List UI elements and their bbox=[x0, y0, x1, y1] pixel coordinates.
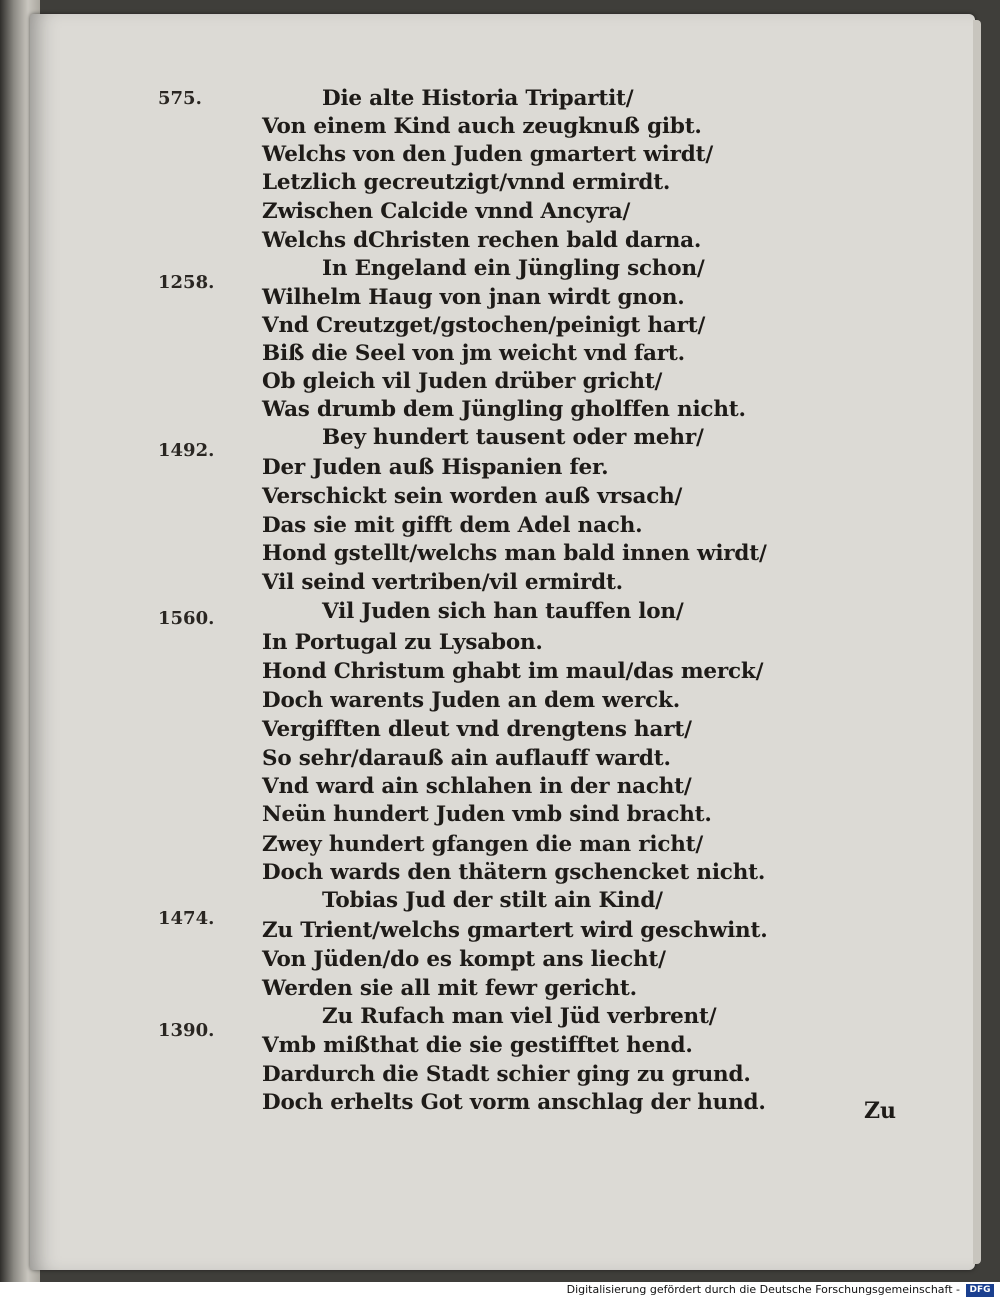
verse-line: Vnd ward ain schlahen in der nacht/ bbox=[262, 774, 692, 799]
verse-line: Wilhelm Haug von jnan wirdt gnon. bbox=[262, 285, 685, 310]
verse-line: Vergifften dleut vnd drengtens hart/ bbox=[262, 717, 692, 742]
margin-number: 1390. bbox=[158, 1020, 215, 1041]
verse-line: Welchs dChristen rechen bald darna. bbox=[262, 228, 702, 253]
verse-line: Verschickt sein worden auß vrsach/ bbox=[262, 484, 683, 509]
verse-line: Welchs von den Juden gmartert wirdt/ bbox=[262, 142, 713, 167]
margin-number: 1474. bbox=[158, 908, 215, 929]
verse-line: Zu Trient/welchs gmartert wird geschwint. bbox=[262, 918, 768, 943]
verse-line: Hond Christum ghabt im maul/das merck/ bbox=[262, 659, 764, 684]
catchword: Zu bbox=[864, 1098, 897, 1124]
verse-line: Zwischen Calcide vnnd Ancyra/ bbox=[262, 199, 631, 224]
verse-line: Tobias Jud der stilt ain Kind/ bbox=[322, 888, 663, 913]
verse-line: Biß die Seel von jm weicht vnd fart. bbox=[262, 341, 685, 366]
margin-number: 1492. bbox=[158, 440, 215, 461]
verse-line: Zu Rufach man viel Jüd verbrent/ bbox=[322, 1004, 717, 1029]
verse-line: In Portugal zu Lysabon. bbox=[262, 630, 543, 655]
verse-line: Dardurch die Stadt schier ging zu grund. bbox=[262, 1062, 751, 1087]
verse-line: So sehr/darauß ain auflauff wardt. bbox=[262, 746, 671, 771]
verse-line: Zwey hundert gfangen die man richt/ bbox=[262, 832, 704, 857]
verse-line: Von Jüden/do es kompt ans liecht/ bbox=[262, 947, 666, 972]
funding-credit: Digitalisierung gefördert durch die Deutsche Forschungsgemeinschaft - bbox=[566, 1283, 960, 1296]
verse-line: Was drumb dem Jüngling gholffen nicht. bbox=[262, 397, 746, 422]
verse-line: Werden sie all mit fewr gericht. bbox=[262, 976, 637, 1001]
verse-line: Doch erhelts Got vorm anschlag der hund. bbox=[262, 1090, 766, 1115]
margin-number: 1258. bbox=[158, 272, 215, 293]
verse-line: Doch warents Juden an dem werck. bbox=[262, 688, 681, 713]
verse-line: Doch wards den thätern gschencket nicht. bbox=[262, 860, 766, 885]
verse-line: Die alte Historia Tripartit/ bbox=[322, 86, 634, 111]
verse-line: Hond gstellt/welchs man bald innen wirdt/ bbox=[262, 541, 767, 566]
verse-line: Von einem Kind auch zeugknuß gibt. bbox=[262, 114, 702, 139]
verse-line: Vil Juden sich han tauffen lon/ bbox=[322, 599, 684, 624]
margin-number: 1560. bbox=[158, 608, 215, 629]
footer-bar bbox=[0, 1282, 1000, 1299]
verse-line: Letzlich gecreutzigt/vnnd ermirdt. bbox=[262, 170, 671, 195]
verse-line: Ob gleich vil Juden drüber gricht/ bbox=[262, 369, 663, 394]
margin-number: 575. bbox=[158, 88, 202, 109]
verse-line: Vmb mißthat die sie gestifftet hend. bbox=[262, 1033, 693, 1058]
verse-line: Vnd Creutzget/gstochen/peinigt hart/ bbox=[262, 313, 706, 338]
verse-line: Das sie mit gifft dem Adel nach. bbox=[262, 513, 643, 538]
verse-line: Neün hundert Juden vmb sind bracht. bbox=[262, 802, 712, 827]
verse-line: In Engeland ein Jüngling schon/ bbox=[322, 256, 705, 281]
page-edge bbox=[973, 20, 981, 1264]
verse-line: Bey hundert tausent oder mehr/ bbox=[322, 425, 704, 450]
verse-line: Vil seind vertriben/vil ermirdt. bbox=[262, 570, 623, 595]
dfg-logo: DFG bbox=[966, 1284, 994, 1297]
verse-line: Der Juden auß Hispanien fer. bbox=[262, 455, 609, 480]
